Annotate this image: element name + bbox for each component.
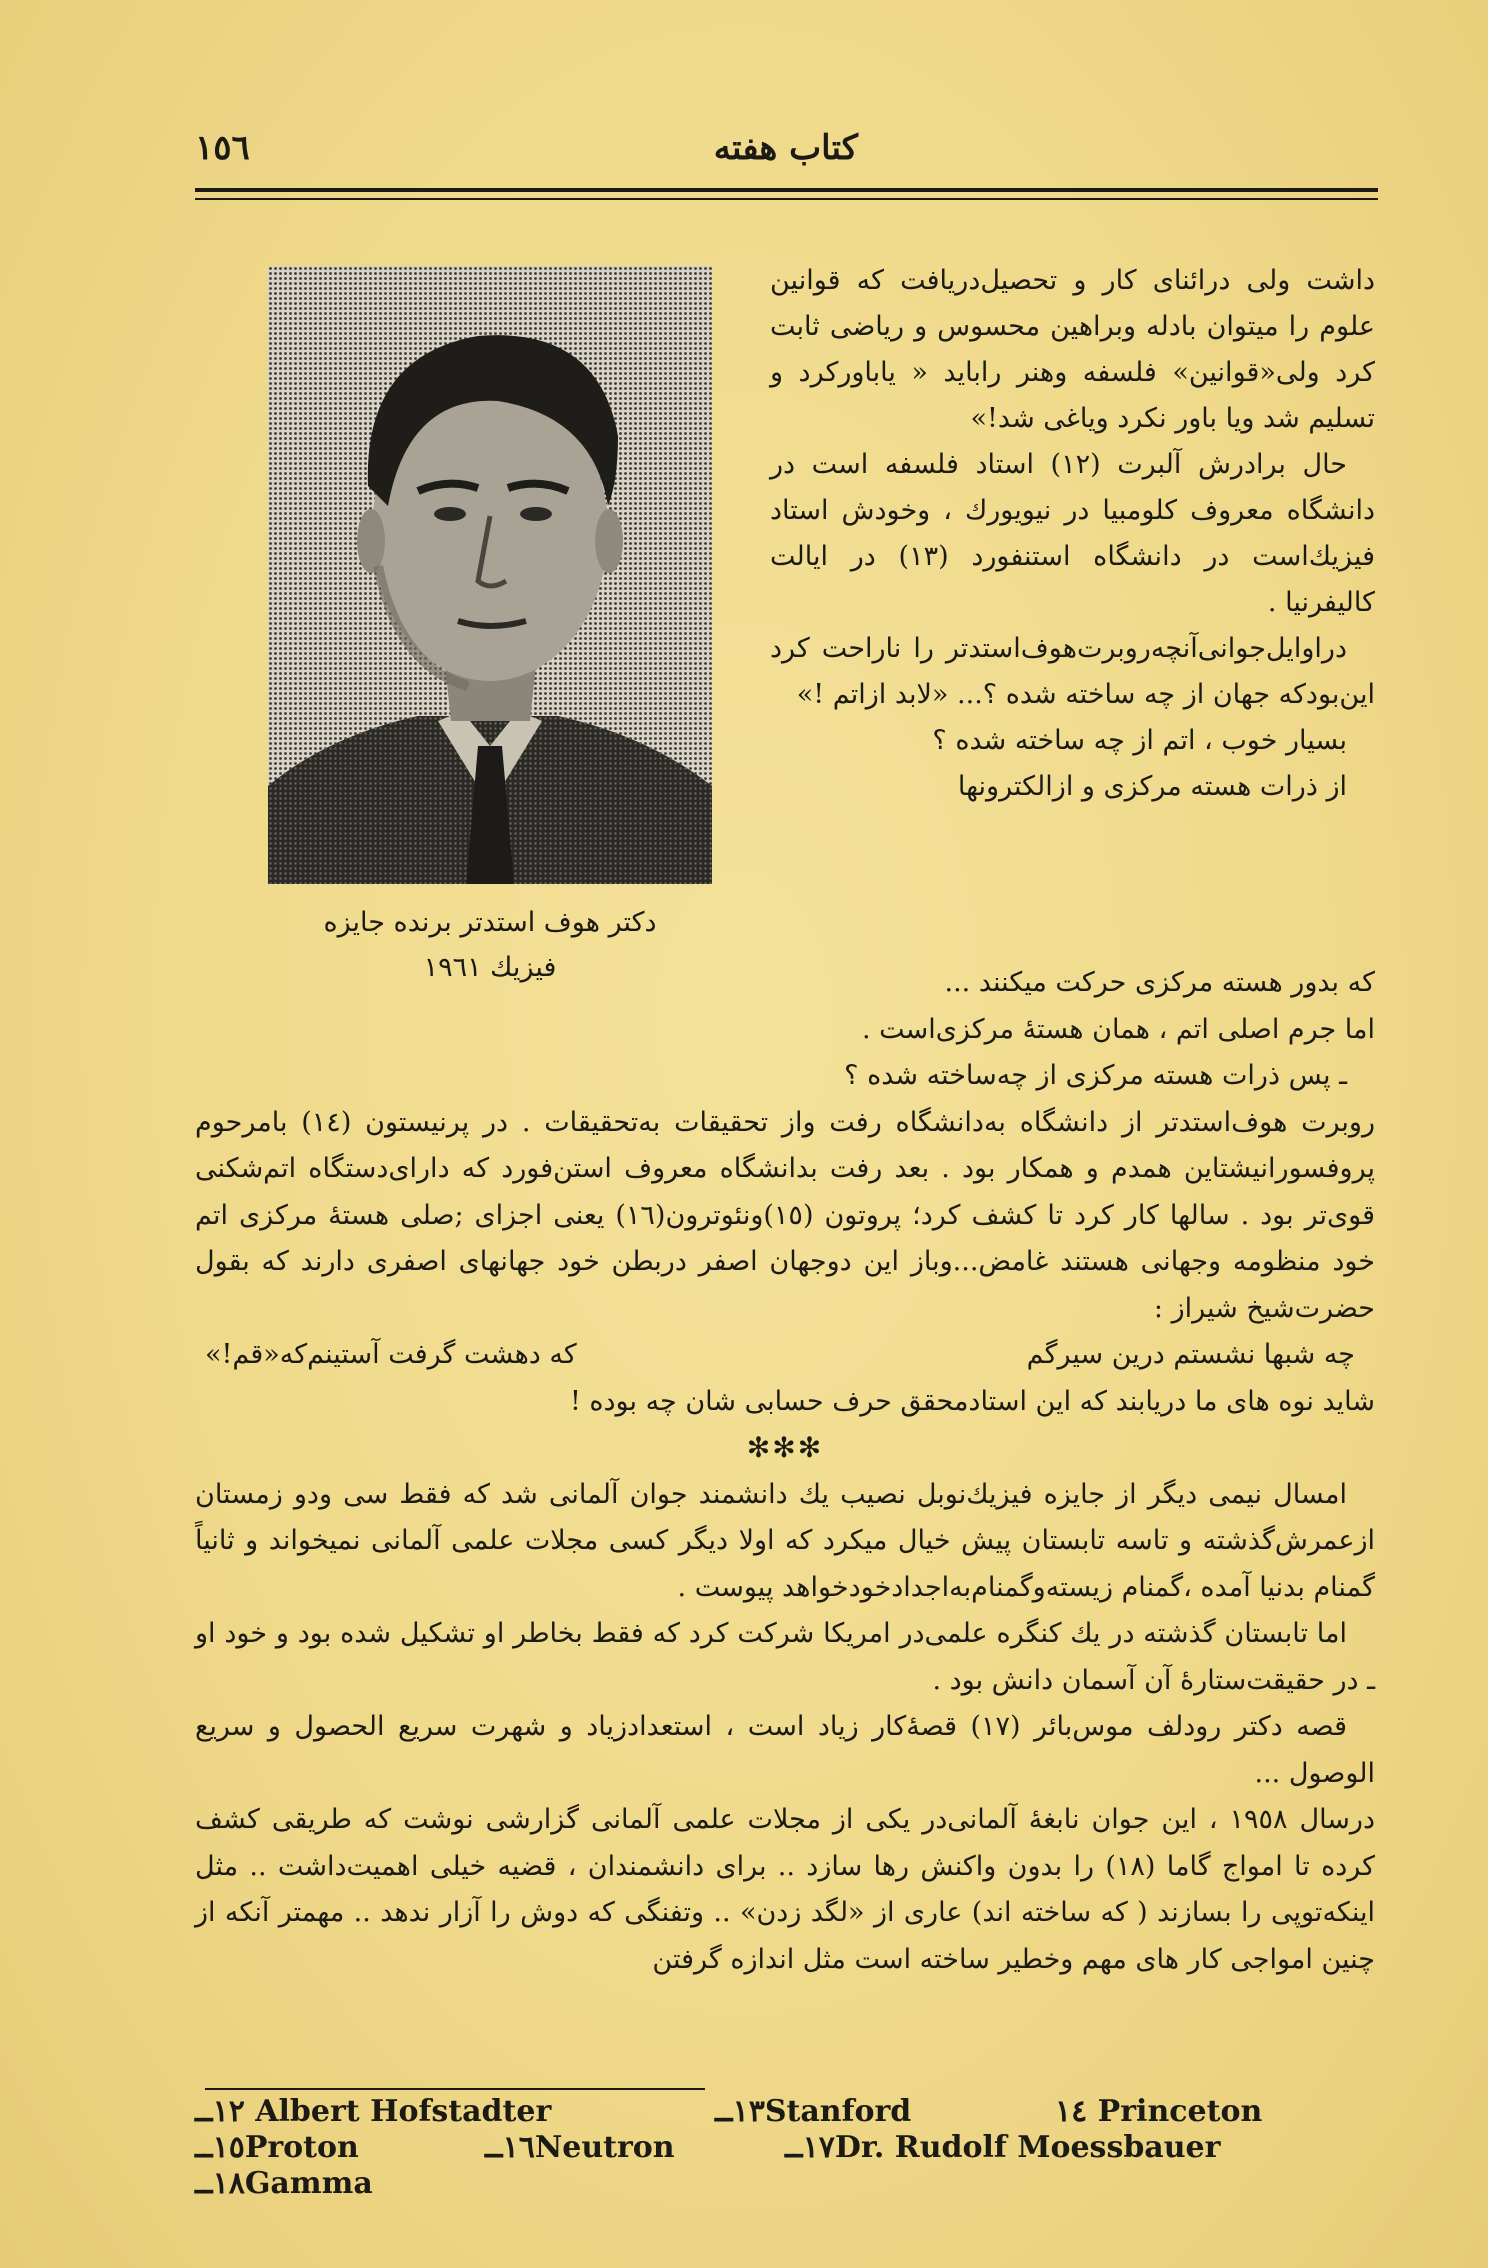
footnote-17: ١٧ــDr. Rudolf Moessbauer (785, 2130, 1221, 2165)
footnote-15: ١٥ــProton (195, 2130, 359, 2165)
paragraph: ـ پس ذرات هسته مرکزی از چه‌ساخته شده ؟ (844, 1060, 1347, 1091)
poem-hemistich-1: چه شبها نشستم درین سیرگم (1026, 1339, 1355, 1370)
right-column-text (770, 258, 1375, 810)
paragraph: حال برادرش آلبرت (١٢) استاد فلسفه است در دانشگاه معروف کلومبیا در نیویورك ، وخودش استاد فیزیك‌است در دانشگاه استنفورد (١٣) در ایالت کالیفرنیا . (770, 449, 1375, 618)
footnote-12: ١٢ــ Albert Hofstadter (195, 2094, 552, 2129)
poem-hemistich-2: که دهشت گرفت آستینم‌که«قم!» (205, 1339, 577, 1370)
paragraph: از ذرات هسته مرکزی و ازالکترونها (957, 771, 1347, 802)
page-header (195, 128, 1378, 178)
paragraph: بسیار خوب ، اتم از چه ساخته شده ؟ (932, 725, 1347, 756)
header-rule-thin (195, 198, 1378, 200)
page-number: ١٥٦ (195, 128, 250, 168)
footnote-13: ١٣ــStanford (715, 2094, 912, 2129)
paragraph: امسال نیمی دیگر از جایزه فیزیك‌نوبل نصیب یك دانشمند جوان آلمانی شد که فقط سی ودو زمستان ازعمرش‌گذشته و تاسه تابستان پیش خیال میکرد که اولا دیگر کسی مجلات علمی آلمانی نمیخواند و ثانیاً گمنام بدنیا آمده ،گمنام زیسته‌وگمنام‌به‌اجدادخودخواهد پیوست . (195, 1478, 1375, 1603)
footnote-14: ١٤ Princeton (1055, 2094, 1263, 2129)
portrait-photo (268, 266, 712, 884)
paragraph: داشت ولی درائنای کار و تحصیل‌دریافت که قوانین علوم را میتوان بادله وبراهین محسوس و ریاضی ثابت کرد ولی«قوانین» فلسفه وهنر رابايد « یاباورکرد و تسلیم شد ویا باور نکرد وياغی شد!» (770, 265, 1375, 434)
caption-line-2: فيزيك ١٩٦١ (423, 952, 557, 983)
paragraph: روبرت هوف‌استدتر از دانشگاه به‌دانشگاه رفت واز تحقیقات به‌تحقیقات . در پرنیستون (١٤) بامرحوم پروفسورانیشتاین همدم و همکار بود . بعد رفت بدانشگاه معروف استن‌فورد که دارای‌دستگاه اتم‌شکنی قوی‌تر بود . سالها کار کرد تا کشف کرد؛ پروتون (١٥)ونئوترون(١٦) یعنی اجزای ;صلی هستهٔ مرکزی اتم خود منظومه وجهانی هستند غامض...وباز این دوجهان اصفر دربطن خود جهانهای اصفری دارند که بقول حضرت‌شیخ شیراز : (195, 1106, 1376, 1324)
footnote-rule (205, 2088, 705, 2090)
paragraph: دراوایل‌جوانی‌آنچه‌روبرت‌هوف‌استدتر را ناراحت کرد این‌بودکه جهان از چه ساخته شده ؟... «لابد ازاتم !» (770, 633, 1375, 710)
footnote-16: ١٦ــNeutron (485, 2130, 675, 2165)
paragraph: قصه دکتر رودلف موس‌بائر (١٧) قصهٔ‌کار زیاد است ، استعدادزیاد و شهرت سریع الحصول و سریع الوصول ... (195, 1711, 1375, 1789)
footnote-18: ١٨ــGamma (195, 2166, 373, 2201)
paragraph: اما تابستان گذشته در یك کنگره علمی‌در امریکا شرکت کرد که فقط بخاطر او تشکیل شده بود و خود او ـ در حقیقت‌ستارهٔ آن آسمان دانش بود . (195, 1618, 1375, 1696)
paragraph: كه بدور هسته مرکزی حرکت میکنند ... (944, 967, 1375, 998)
book-title: كتاب هفته (713, 128, 858, 168)
paragraph: درسال ١٩٥٨ ، این جوان نابغهٔ آلمانی‌در یکی از مجلات علمی آلمانی گزارشی نوشت که طریقی کشف کرده تا امواج گاما (١٨) را بدون واکنش رها سازد .. برای دانشمندان ، قضیه خیلی اهمیت‌داشت .. مثل اینکه‌توپی را بسازند ( که ساخته اند) عاری از «لگد زدن» .. وتفنگی که دوش را آزار ندهد .. مهمتر آنکه از چنین امواجی کار های مهم وخطیر ساخته است مثل اندازه گرفتن (195, 1804, 1376, 1975)
portrait-image (268, 266, 712, 884)
paragraph: شاید نوه های ما دریابند که این استادمحقق حرف حسابی شان چه بوده ! (569, 1385, 1375, 1417)
paragraph: اما جرم اصلی اتم ، همان هستهٔ مرکزی‌است . (861, 1013, 1375, 1045)
caption-line-1: دكتر هوف استدتر برنده جايزه (323, 907, 657, 938)
section-divider-stars: ✻✻✻ (746, 1431, 824, 1464)
full-width-text (195, 960, 1375, 1983)
header-rule-thick (195, 188, 1378, 192)
poem-verse (195, 1332, 1375, 1379)
